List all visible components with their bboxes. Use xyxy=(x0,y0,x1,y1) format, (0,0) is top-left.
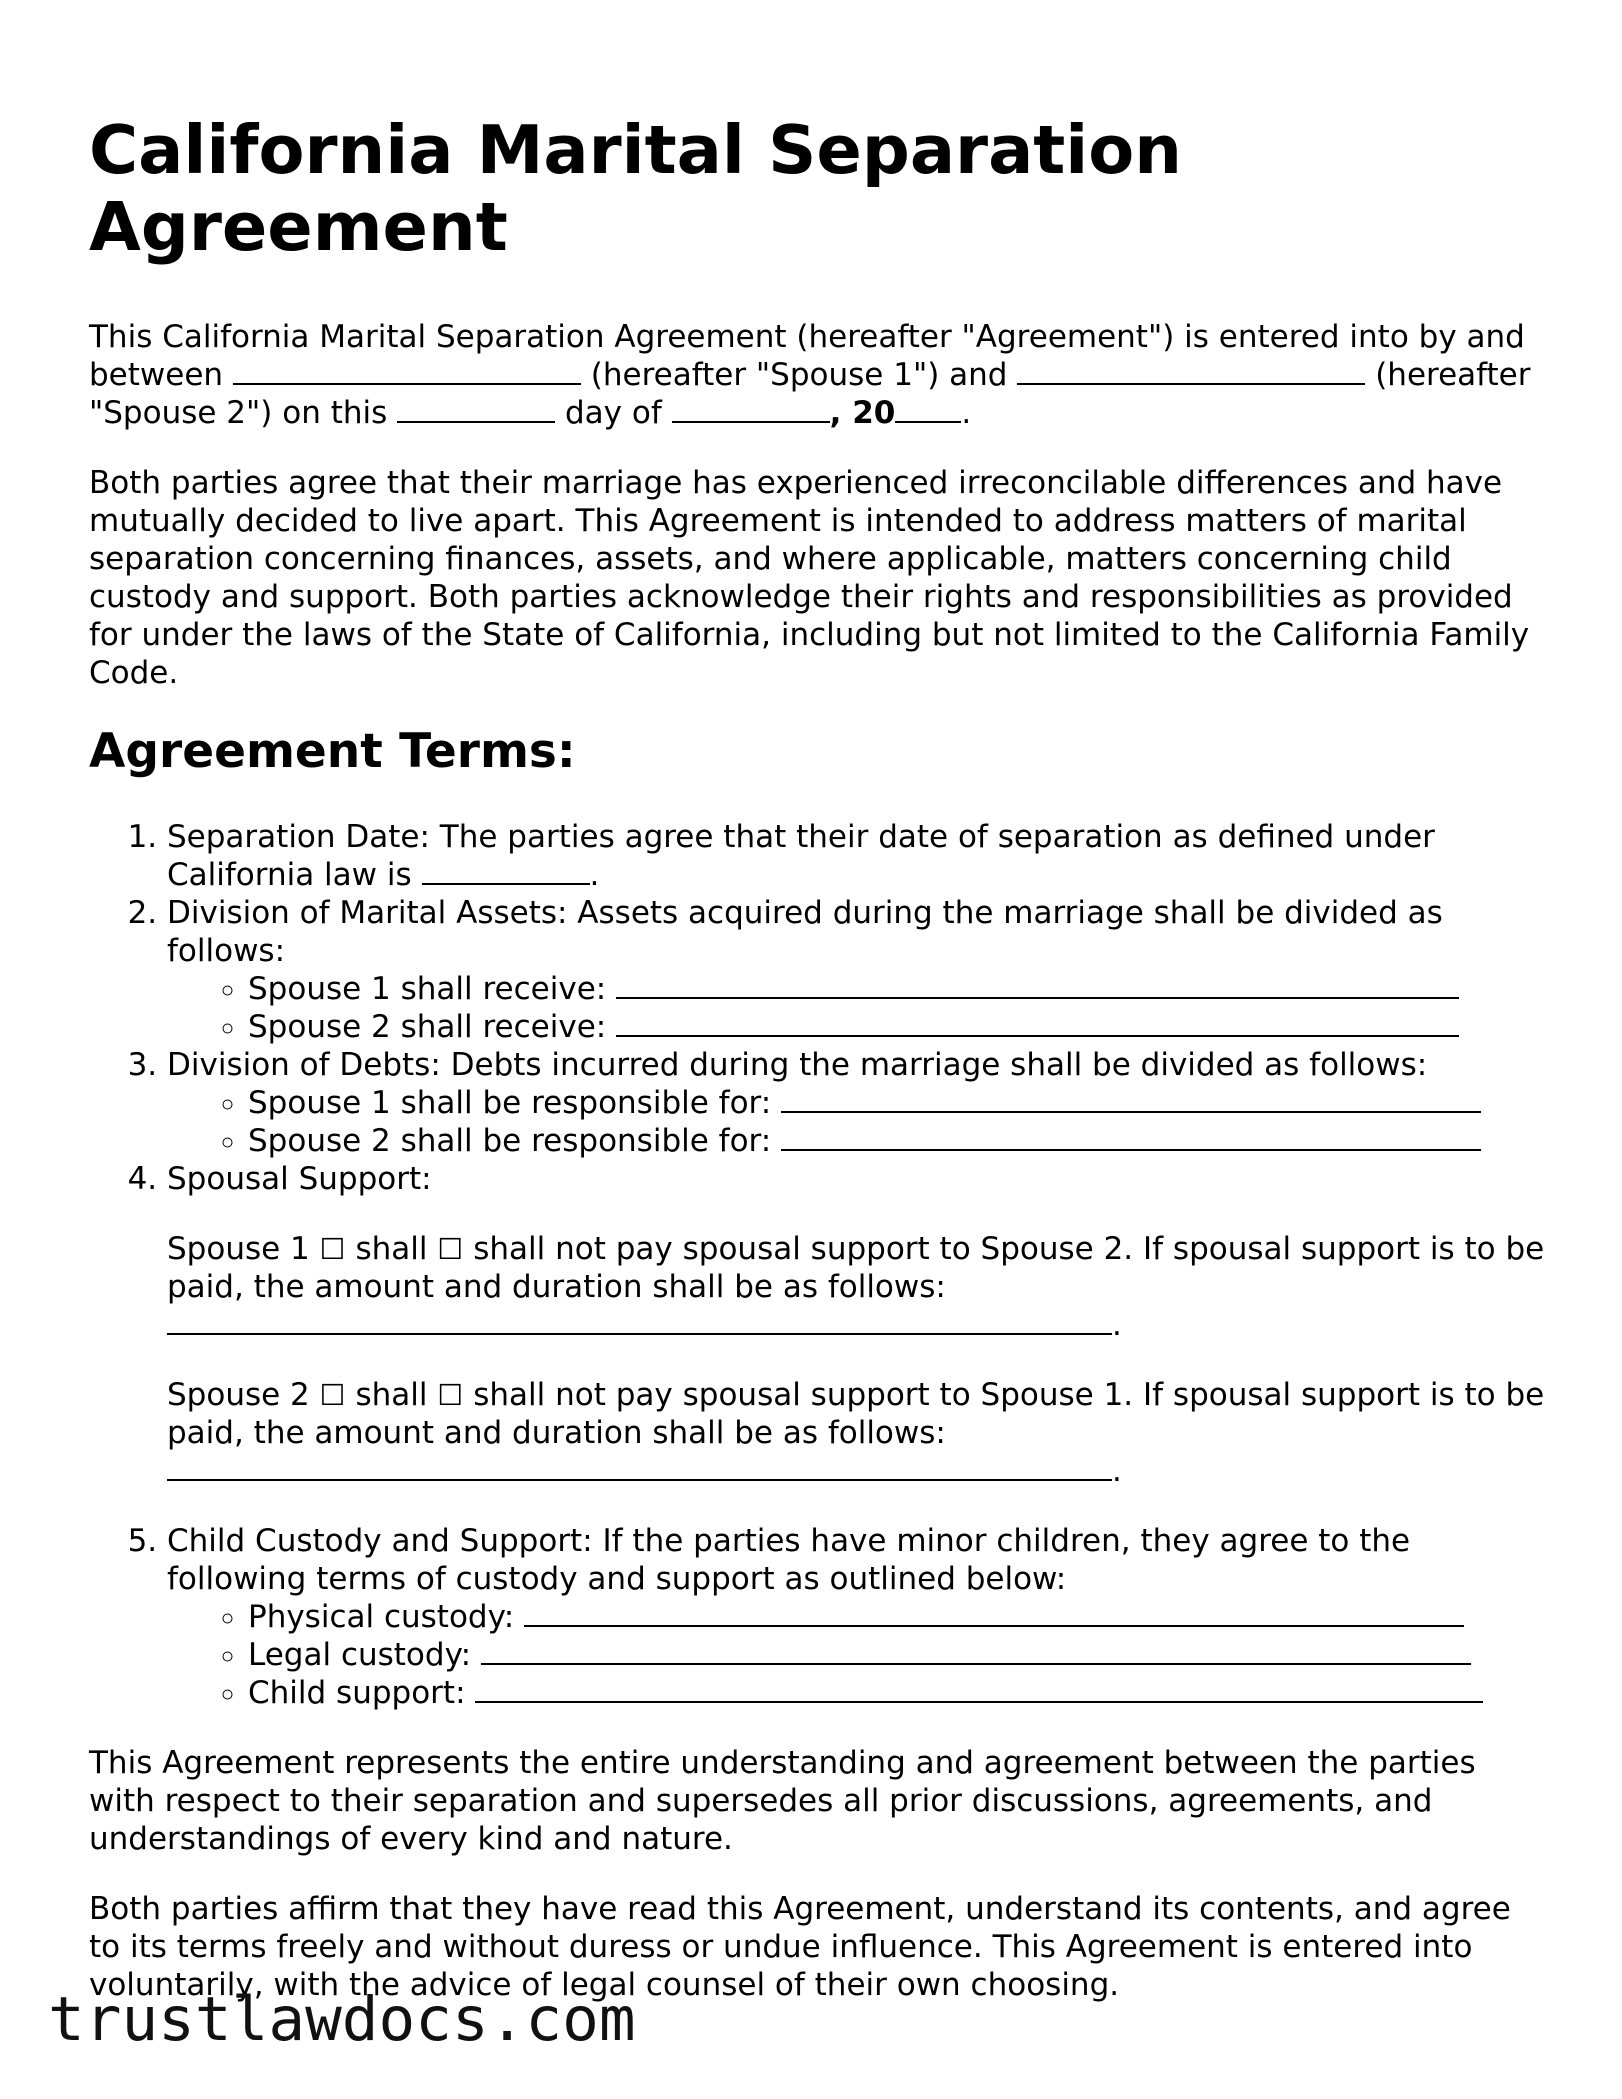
shall-not-checkbox[interactable]: ☐ xyxy=(437,1232,464,1266)
list-item: ◦ Legal custody: xyxy=(248,1636,1549,1674)
watermark: trustlawdocs.com xyxy=(48,1984,636,2055)
list-item: ◦ Spouse 1 shall receive: xyxy=(248,970,1549,1008)
term-debts: 3. Division of Debts: Debts incurred during the marriage shall be divided as follows: ◦ Spouse 1 shall be responsible for: ◦ Spouse 2 shall be responsible for: xyxy=(167,1046,1549,1160)
spouse1-support-blank[interactable] xyxy=(167,1306,1112,1335)
spouse1-name-blank[interactable] xyxy=(233,356,581,385)
list-item: ◦ Physical custody: xyxy=(248,1598,1549,1636)
entire-agreement-paragraph: This Agreement represents the entire understanding and agreement between the parties with respect to their separation and supersedes all prior discussions, agreements, and understandings of every kind and nature. xyxy=(89,1745,1476,1857)
spouse1-assets-blank[interactable] xyxy=(616,970,1459,999)
spouse2-debts-blank[interactable] xyxy=(781,1122,1481,1151)
term-marital-assets: 2. Division of Marital Assets: Assets acquired during the marriage shall be divided as follows: ◦ Spouse 1 shall receive: ◦ Spouse 2 shall receive: xyxy=(167,894,1549,1046)
shall-not-checkbox[interactable]: ☐ xyxy=(437,1378,464,1412)
affirmation-paragraph: Both parties affirm that they have read this Agreement, understand its contents, and agree to its terms freely and without duress or undue influence. This Agreement is entered into voluntarily, with the advice of legal counsel of their own choosing. xyxy=(89,1891,1511,2003)
day-blank[interactable] xyxy=(397,394,555,423)
document-page xyxy=(89,112,1549,2036)
document-title: California Marital Separation Agreement xyxy=(89,111,1183,266)
term-separation-date: 1. Separation Date: The parties agree that their date of separation as defined under California law is . xyxy=(167,818,1549,894)
list-item: ◦ Spouse 2 shall receive: xyxy=(248,1008,1549,1046)
term-child-custody: 5. Child Custody and Support: If the parties have minor children, they agree to the following terms of custody and support as outlined below: ◦ Physical custody: ◦ Legal custody: ◦ Child support: xyxy=(167,1522,1549,1712)
term-spousal-support: 4. Spousal Support: Spouse 1 ☐ shall ☐ shall not pay spousal support to Spouse 2. If spousal support is to be paid, the amount and duration shall be as follows: . Spouse 2 ☐ shall ☐ shall not pay spousal support to Spouse 1. If spousal support is to be paid, the amount and duration shall be as follows: . xyxy=(167,1160,1549,1490)
list-item: ◦ Child support: xyxy=(248,1674,1549,1712)
list-item: ◦ Spouse 2 shall be responsible for: xyxy=(248,1122,1549,1160)
spouse2-support-paragraph: Spouse 2 ☐ shall ☐ shall not pay spousal support to Spouse 1. If spousal support is to be paid, the amount and duration shall be as follows: . xyxy=(167,1377,1545,1489)
shall-checkbox[interactable]: ☐ xyxy=(319,1232,346,1266)
terms-list xyxy=(89,818,1549,1712)
purpose-paragraph: Both parties agree that their marriage has experienced irreconcilable differences and have mutually decided to live apart. This Agreement is intended to address matters of marital separation concerning finances, assets, and where applicable, matters concerning child custody and support. Both parties acknowledge their rights and responsibilities as provided for under the laws of the State of California, including but not limited to the California Family Code. xyxy=(89,465,1530,691)
month-blank[interactable] xyxy=(672,394,830,423)
spouse2-name-blank[interactable] xyxy=(1017,356,1365,385)
spouse2-support-blank[interactable] xyxy=(167,1452,1112,1481)
year-blank[interactable] xyxy=(895,394,961,423)
physical-custody-blank[interactable] xyxy=(524,1598,1464,1627)
intro-paragraph: This California Marital Separation Agreement (hereafter "Agreement") is entered into by and between (hereafter "Spouse 1") and (hereafter "Spouse 2") on this day of , 20 . xyxy=(89,319,1531,431)
spouse2-assets-blank[interactable] xyxy=(616,1008,1459,1037)
list-item: ◦ Spouse 1 shall be responsible for: xyxy=(248,1084,1549,1122)
terms-heading: Agreement Terms: xyxy=(89,724,576,779)
legal-custody-blank[interactable] xyxy=(481,1636,1471,1665)
spouse1-support-paragraph: Spouse 1 ☐ shall ☐ shall not pay spousal support to Spouse 2. If spousal support is to be paid, the amount and duration shall be as follows: . xyxy=(167,1231,1545,1343)
separation-date-blank[interactable] xyxy=(422,856,590,885)
spouse1-debts-blank[interactable] xyxy=(781,1084,1481,1113)
child-support-blank[interactable] xyxy=(475,1674,1483,1703)
shall-checkbox[interactable]: ☐ xyxy=(319,1378,346,1412)
